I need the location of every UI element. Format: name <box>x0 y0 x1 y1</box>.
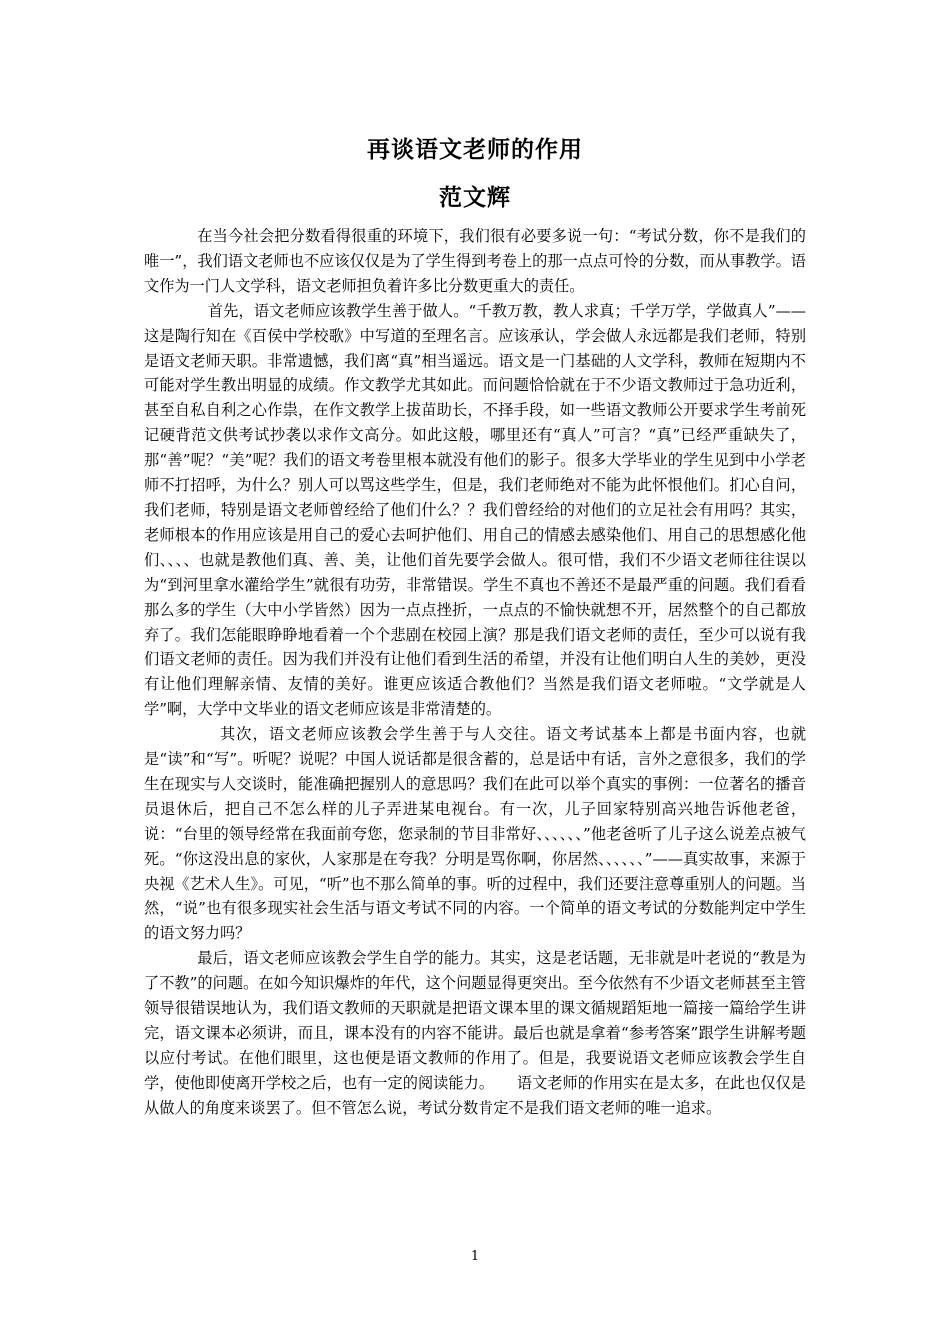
paragraph-second-point: 其次，语文老师应该教会学生善于与人交往。语文考试基本上都是书面内容，也就是“读”和“写”。听呢？说呢？中国人说话都是很含蓄的，总是话中有话，言外之意很多，我们的学生在现实与人交谈时，能准确把握别人的意思吗？我们在此可以举个真实的事例：一位著名的播音员退休后，把自己不怎么样的儿子弄进某电视台。有一次，儿子回家特别高兴地告诉他老爸，说：“台里的领导经常在我面前夸您，您录制的节目非常好、、、、、、”他老爸听了儿子这么说差点被气死。“你这没出息的家伙，人家那是在夸我？分明是骂你啊，你居然、、、、、、”——真实故事，来源于央视《艺术人生》。可见，“听”也不那么简单的事。听的过程中，我们还要注意尊重别人的问题。当然，“说”也有很多现实社会生活与语文考试不同的内容。一个简单的语文考试的分数能判定中学生的语文努力吗？ <box>144 725 806 943</box>
article-body <box>144 224 806 1121</box>
paragraph-intro: 在当今社会把分数看得很重的环境下，我们很有必要多说一句：“考试分数，你不是我们的唯一”，我们语文老师也不应该仅仅是为了学生得到考卷上的那一点点可怜的分数，而从事教学。语文作为一门人文学科，语文老师担负着许多比分数更重大的责任。 <box>144 227 806 295</box>
paragraph-first-point: 首先，语文老师应该教学生善于做人。“千教万教，教人求真；千学万学，学做真人”——这是陶行知在《百侯中学校歌》中写道的至理名言。应该承认，学会做人永远都是我们老师，特别是语文老师天职。非常遗憾，我们离“真”相当遥远。语文是一门基础的人文学科，教师在短期内不可能对学生教出明显的成绩。作文教学尤其如此。而问题恰恰就在于不少语文教师过于急功近利，甚至自私自利之心作祟，在作文教学上拔苗助长，不择手段，如一些语文教师公开要求学生考前死记硬背范文供考试抄袭以求作文高分。如此这般，哪里还有“真人”可言？“真”已经严重缺失了，那“善”呢？“美”呢？我们的语文考卷里根本就没有他们的影子。很多大学毕业的学生见到中小学老师不打招呼，为什么？别人可以骂这些学生，但是，我们老师绝对不能为此怀恨他们。扪心自问，我们老师，特别是语文老师曾经给了他们什么？？我们曾经给的对他们的立足社会有用吗？其实，老师根本的作用应该是用自己的爱心去呵护他们、用自己的情感去感染他们、用自己的思想感化他们、、、、也就是教他们真、善、美，让他们首先要学会做人。很可惜，我们不少语文老师往往误以为“到河里拿水灌给学生”就很有功劳，非常错误。学生不真也不善还不是最严重的问题。我们看看那么多的学生（大中小学皆然）因为一点点挫折，一点点的不愉快就想不开，居然整个的自己都放弃了。我们怎能眼睁睁地看着一个个悲剧在校园上演？那是我们语文老师的责任，至少可以说有我们语文老师的责任。因为我们并没有让他们看到生活的希望，并没有让他们明白人生的美妙，更没有让他们理解亲情、友情的美好。谁更应该适合教他们？当然是我们语文老师啦。“文学就是人学”啊，大学中文毕业的语文老师应该是非常清楚的。 <box>144 301 806 719</box>
paragraph-final-point: 最后，语文老师应该教会学生自学的能力。其实，这是老话题，无非就是叶老说的“教是为了不教”的问题。在如今知识爆炸的年代，这个问题显得更突出。至今依然有不少语文老师甚至主管领导很错误地认为，我们语文教师的天职就是把语文课本里的课文循规蹈矩地一篇接一篇给学生讲完，语文课本必须讲，而且，课本没有的内容不能讲。最后也就是拿着“参考答案”跟学生讲解考题以应付考试。在他们眼里，这也便是语文教师的作用了。但是，我要说语文老师应该教会学生自学，使他即使离开学校之后，也有一定的阅读能力。 语文老师的作用实在是太多，在此也仅仅是从做人的角度来谈罢了。但不管怎么说，考试分数肯定不是我们语文老师的唯一追求。 <box>144 949 806 1117</box>
author-name: 范文辉 <box>439 184 511 211</box>
page-number: 1 <box>470 1249 480 1264</box>
page-title: 再谈语文老师的作用 <box>367 136 583 163</box>
